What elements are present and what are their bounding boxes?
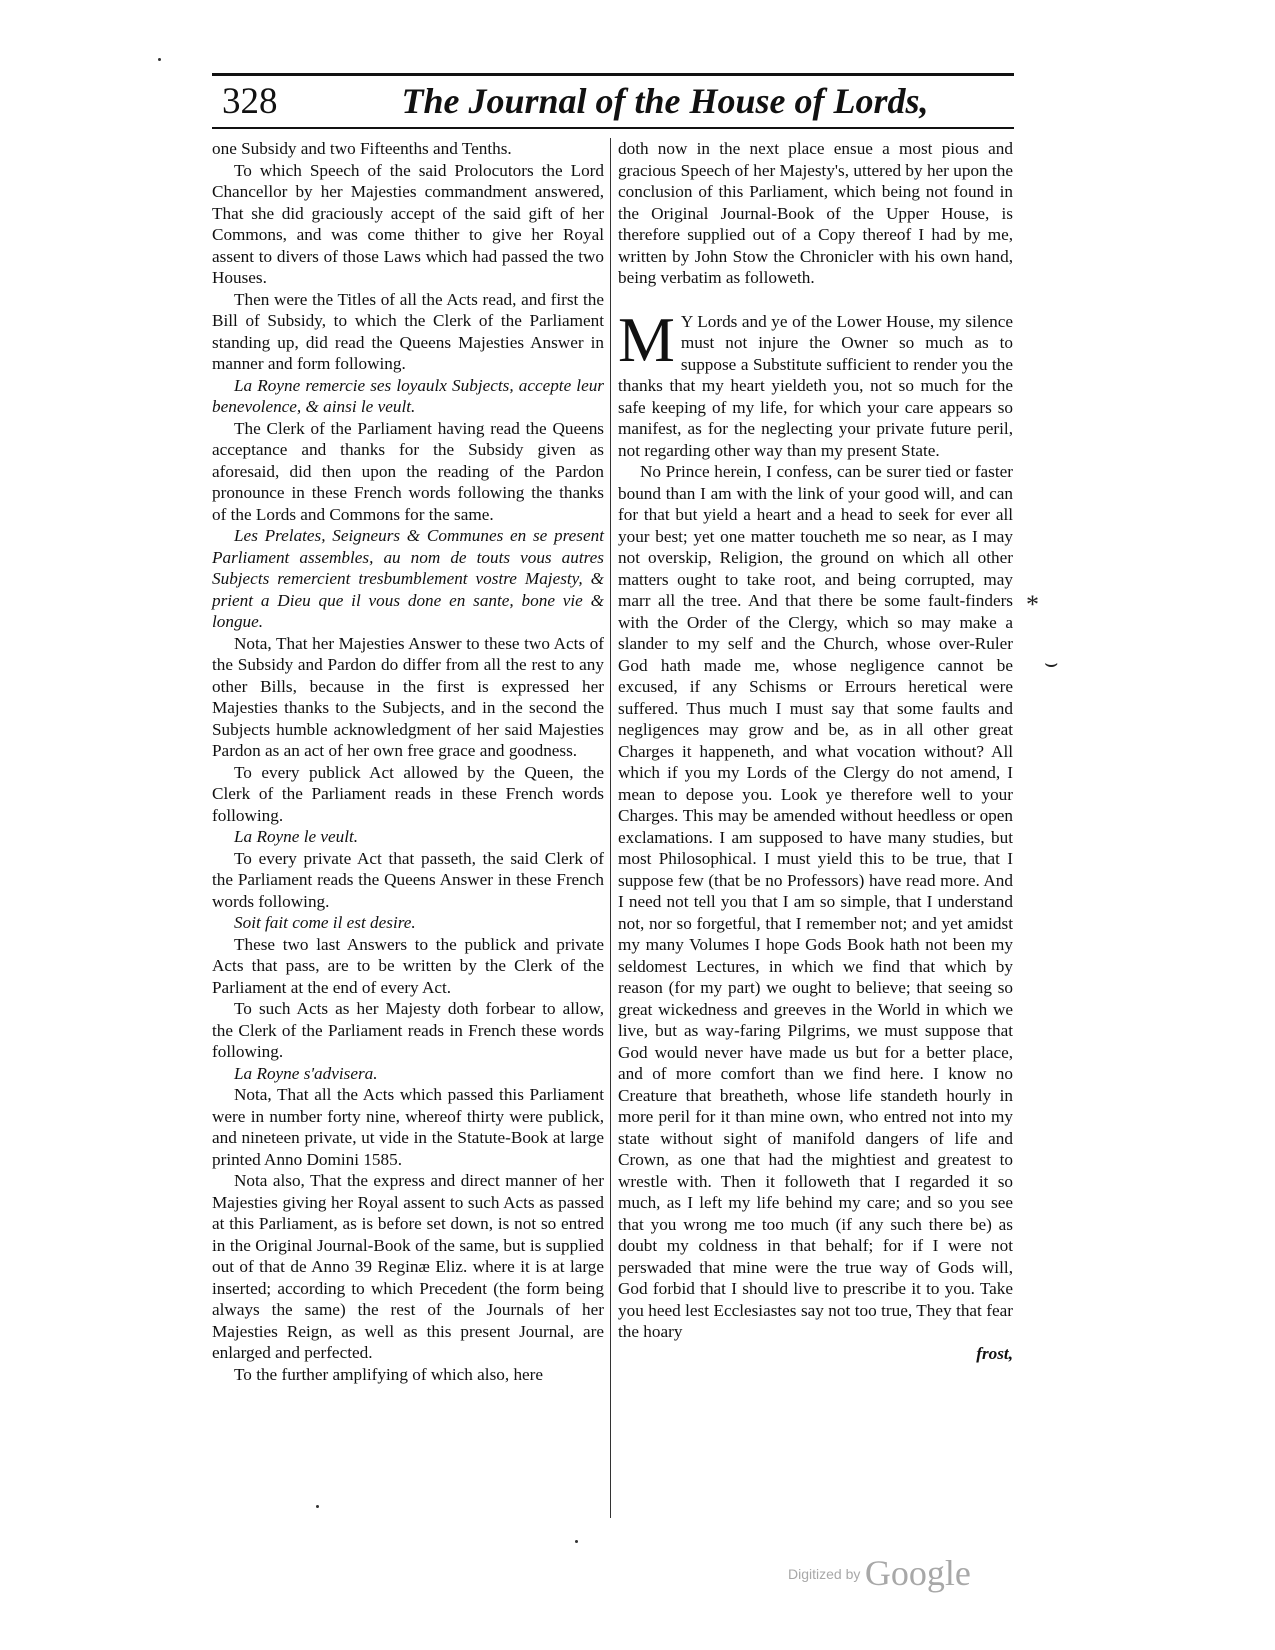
paragraph: To which Speech of the said Prolocutors the Lord Chancellor by her Majesties commandment answered, That she did graciously accept of the said gift of her Commons, and was come thither to give her Royal assent to divers of those Laws which had passed the two Houses.	[212, 160, 604, 287]
asterisk-icon: *	[1026, 590, 1039, 619]
paragraph: Nota, That all the Acts which passed this Parliament were in number forty nine, whereof thirty were publick, and nineteen private, ut vide in the Statute-Book at large printed Anno Domini 1585.	[212, 1085, 604, 1169]
french-formula: La Royne le veult.	[234, 827, 359, 846]
paragraph: No Prince herein, I confess, can be surer tied or faster bound than I am with the link of your good will, and can for that but yield a heart and a head to seek for ever all your best; yet one matter toucheth me so near, as I may not overskip, Religion, the ground on which all other matters ought to take root, and being corrupted, may marr all the tree. And that there be some fault-finders with the Order of the Clergy, which so may make a slander to my self and the Church, whose over-Ruler God hath made me, whose negligence cannot be excused, if any Schisms or Errours heretical were suffered. Thus much I must say that some faults and negligences may grow and be, as in all other great Charges it happeneth, and what vocation without? All which if you my Lords of the Clergy do not amend, I mean to depose you. Look ye therefore well to your Charges. This may be amended without heedless or open exclamations. I am supposed to have many studies, but most Philosophical. I must yield this to be true, that I suppose few (that be no Professors) have read more. And I need not tell you that I am so simple, that I understand not, nor so forgetful, that I remember not; and yet amidst my many Volumes I hope Gods Book hath not been my seldomest Lectures, in which we find that which by reason (for my part) we ought to believe; that seeing so great wickedness and greeves in the World in which we live, but as way-faring Pilgrims, we must suppose that God would never have made us but for a better place, and of more comfort than we find here. I know no Creature that breatheth, whose life standeth hourly in more peril for it than mine own, who entred not into my state without sight of manifold dangers of life and Crown, as one that had the mightiest and greatest to wrestle with. Then it followeth that I regarded it so much, as I left my life behind my care; and so you see that you wrong me too much (if any such there be) as doubt my coldness in that behalf; for if I were not perswaded that mine were the true way of Gods will, God forbid that I should live to prescribe it to you. Take you heed lest Ecclesiastes say not too true, They that fear the hoary	[618, 462, 1013, 1341]
digitized-watermark	[788, 1552, 971, 1594]
column-divider	[610, 138, 611, 1518]
paragraph: To such Acts as her Majesty doth forbear to allow, the Clerk of the Parliament reads in French these words following.	[212, 999, 604, 1061]
paragraph: These two last Answers to the publick and private Acts that pass, are to be written by the Clerk of the Parliament at the end of every Act.	[212, 934, 604, 997]
paragraph: Nota also, That the express and direct manner of her Majesties giving her Royal assent to such Acts as passed at this Parliament, as is before set down, is not so entred in the Original Journal-Book of the same, but is supplied out of that de Anno 39 Reginæ Eliz. where it is at large inserted; according to which Precedent (the form being always the same) the rest of the Journals of her Majesties Reign, as well as this present Journal, are enlarged and perfected.	[212, 1171, 604, 1362]
speck-icon	[575, 1540, 578, 1543]
watermark-prefix: Digitized by	[788, 1566, 861, 1582]
drop-cap: M	[618, 303, 675, 375]
queen-speech	[618, 303, 1013, 1365]
french-formula: Les Prelates, Seigneurs & Communes en se present Parliament assembles, au nom de touts vous autres Subjects remercient tresbumblement vostre Majesty, & prient a Dieu que il vous done en sante, bone vie & longue.	[212, 526, 604, 631]
running-head: The Journal of the House of Lords,	[401, 81, 929, 121]
paragraph: Y Lords and ye of the Lower House, my silence must not injure the Owner so much as to suppose a Substitute sufficient to render you the thanks that my heart yieldeth you, not so much for the safe keeping of my life, for which your care appears so manifest, as for the neglecting your private future peril, not regarding other way than my present State.	[618, 311, 1013, 460]
bracket-mark-icon: ⌣	[1044, 650, 1059, 675]
speck-icon	[158, 58, 161, 61]
french-formula: La Royne s'advisera.	[234, 1063, 378, 1083]
paragraph: To every private Act that passeth, the said Clerk of the Parliament reads the Queens Answer in these French words following.	[212, 848, 604, 911]
paragraph: one Subsidy and two Fifteenths and Tenths.	[212, 139, 512, 158]
paragraph: The Clerk of the Parliament having read the Queens acceptance and thanks for the Subsidy given as aforesaid, did then upon the reading of the Pardon pronounce in these French words following the thanks of the Lords and Commons for the same.	[212, 418, 604, 524]
paragraph: Nota, That her Majesties Answer to these two Acts of the Subsidy and Pardon do differ from all the rest to any other Bills, because in the first is expressed her Majesties thanks to the Subjects, and in the second the Subjects humble acknowledgment of her said Majesties Pardon as an act of her own free grace and goodness.	[212, 633, 604, 760]
page-number: 328	[222, 81, 278, 122]
catchword: frost,	[976, 1343, 1013, 1363]
paragraph: doth now in the next place ensue a most pious and gracious Speech of her Majesty's, uttered by her upon the conclusion of this Parliament, which being not found in the Original Journal-Book of the Upper House, is therefore supplied out of a Copy thereof I had by me, written by John Stow the Chronicler with his own hand, being verbatim as followeth.	[618, 139, 1013, 287]
google-logo: Google	[864, 1553, 971, 1593]
right-column	[618, 138, 1013, 1364]
speck-icon	[316, 1505, 319, 1508]
header-rule-bottom	[212, 127, 1014, 129]
header-rule-top	[212, 73, 1014, 76]
paragraph: To the further amplifying of which also, here	[234, 1364, 544, 1384]
paragraph: To every publick Act allowed by the Queen, the Clerk of the Parliament reads in these French words following.	[212, 762, 604, 825]
french-formula: Soit fait come il est desire.	[234, 913, 416, 932]
left-column	[212, 138, 604, 1385]
french-formula: La Royne remercie ses loyaulx Subjects, accepte leur benevolence, & ainsi le veult.	[212, 375, 604, 416]
paragraph: Then were the Titles of all the Acts read, and first the Bill of Subsidy, to which the Clerk of the Parliament standing up, did read the Queens Majesties Answer in manner and form following.	[212, 289, 604, 373]
